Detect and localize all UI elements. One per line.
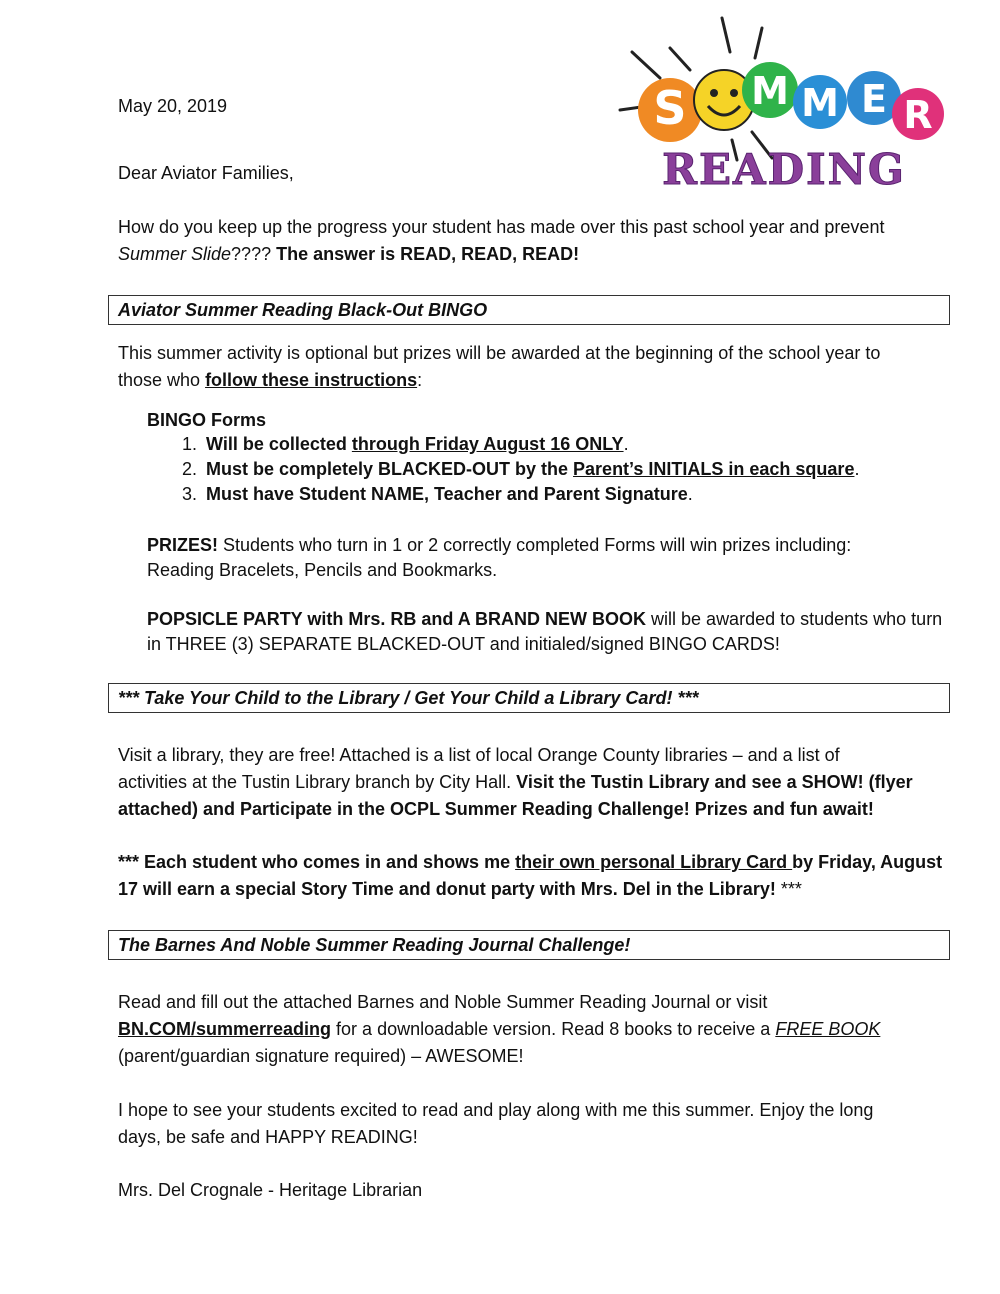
bingo-p1-post: : xyxy=(417,370,423,390)
signature: Mrs. Del Crognale - Heritage Librarian xyxy=(118,1180,423,1200)
logo-letter-m1: M xyxy=(751,69,789,113)
library-line4-post: by Friday, August xyxy=(792,852,943,872)
list-number: 2. xyxy=(181,459,197,479)
bingo-forms-title: BINGO Forms xyxy=(147,410,267,430)
bn-link[interactable]: BN.COM/summerreading xyxy=(118,1019,332,1039)
popsicle-line2: in THREE (3) SEPARATE BLACKED-OUT and initialed/signed BINGO CARDS! xyxy=(147,634,780,654)
closing-line1: I hope to see your students excited to read and play along with me this summer. Enjoy the long xyxy=(118,1100,874,1120)
bn-heading: The Barnes And Noble Summer Reading Journal Challenge! xyxy=(118,935,631,955)
intro-answer: The answer is READ, READ, READ! xyxy=(276,244,580,264)
popsicle-text: will be awarded to students who turn xyxy=(646,609,943,629)
prizes-label: PRIZES! xyxy=(147,535,219,555)
library-line5-post: *** xyxy=(775,879,802,899)
list-number: 1. xyxy=(181,434,197,454)
bingo-heading: Aviator Summer Reading Black-Out BINGO xyxy=(118,300,488,320)
prizes-line2: Reading Bracelets, Pencils and Bookmarks. xyxy=(147,560,498,580)
bn-heading-box xyxy=(108,930,950,960)
popsicle-line1 xyxy=(147,606,942,632)
list-text: Will be collected through Friday August 16 ONLY. xyxy=(206,434,629,454)
library-line1: Visit a library, they are free! Attached is a list of local Orange County libraries – and a list of xyxy=(118,745,840,765)
prizes-line1 xyxy=(147,532,851,558)
library-heading: *** Take Your Child to the Library / Get Your Child a Library Card! *** xyxy=(118,688,699,708)
list-text: Must have Student NAME, Teacher and Parent Signature. xyxy=(206,484,693,504)
bn-line1: Read and fill out the attached Barnes and Noble Summer Reading Journal or visit xyxy=(118,992,768,1012)
summer-reading-logo xyxy=(612,10,952,200)
bn-line3: (parent/guardian signature required) – AWESOME! xyxy=(118,1046,524,1066)
closing-line2: days, be safe and HAPPY READING! xyxy=(118,1127,418,1147)
bingo-p1-line2 xyxy=(118,367,422,393)
bingo-p1-line1: This summer activity is optional but prizes will be awarded at the beginning of the school year to xyxy=(118,343,881,363)
logo-letter-m2: M xyxy=(801,81,839,125)
logo-letter-e: E xyxy=(861,77,887,121)
library-card-text: their own personal Library Card xyxy=(515,852,793,872)
intro-line-2 xyxy=(118,241,579,267)
bn-line2 xyxy=(118,1016,880,1042)
list-number: 3. xyxy=(181,484,197,504)
bingo-p1-pre: those who xyxy=(118,370,206,390)
bn-line2-mid: for a downloadable version. Read 8 books to receive a xyxy=(331,1019,776,1039)
free-book-text: FREE BOOK xyxy=(775,1019,881,1039)
library-heading-box xyxy=(108,683,950,713)
logo-reading-text: READING xyxy=(662,145,906,194)
follow-instructions-text: follow these instructions xyxy=(205,370,418,390)
bingo-heading-box xyxy=(108,295,950,325)
library-line5-bold: 17 will earn a special Story Time and donut party with Mrs. Del in the Library! xyxy=(118,879,776,899)
library-line3: attached) and Participate in the OCPL Summer Reading Challenge! Prizes and fun await! xyxy=(118,799,874,819)
popsicle-party-label: POPSICLE PARTY with Mrs. RB and A BRAND NEW BOOK xyxy=(147,609,647,629)
library-line2-pre: activities at the Tustin Library branch by City Hall. xyxy=(118,772,517,792)
prizes-text: Students who turn in 1 or 2 correctly completed Forms will win prizes including: xyxy=(218,535,852,555)
library-line2 xyxy=(118,769,913,795)
logo-letter-s: S xyxy=(653,81,687,135)
logo-letter-r: R xyxy=(903,93,933,137)
intro-question-marks: ???? xyxy=(231,244,277,264)
list-text: Must be completely BLACKED-OUT by the Parent’s INITIALS in each square. xyxy=(206,459,860,479)
greeting: Dear Aviator Families, xyxy=(118,163,294,183)
intro-line-1: How do you keep up the progress your student has made over this past school year and prevent xyxy=(118,217,885,237)
library-line4 xyxy=(118,849,942,875)
library-line4-pre: *** Each student who comes in and shows me xyxy=(118,852,516,872)
library-line5 xyxy=(118,876,802,902)
letter-date: May 20, 2019 xyxy=(118,96,228,116)
library-line2-bold: Visit the Tustin Library and see a SHOW! (flyer xyxy=(516,772,913,792)
summer-slide-text: Summer Slide xyxy=(118,244,232,264)
